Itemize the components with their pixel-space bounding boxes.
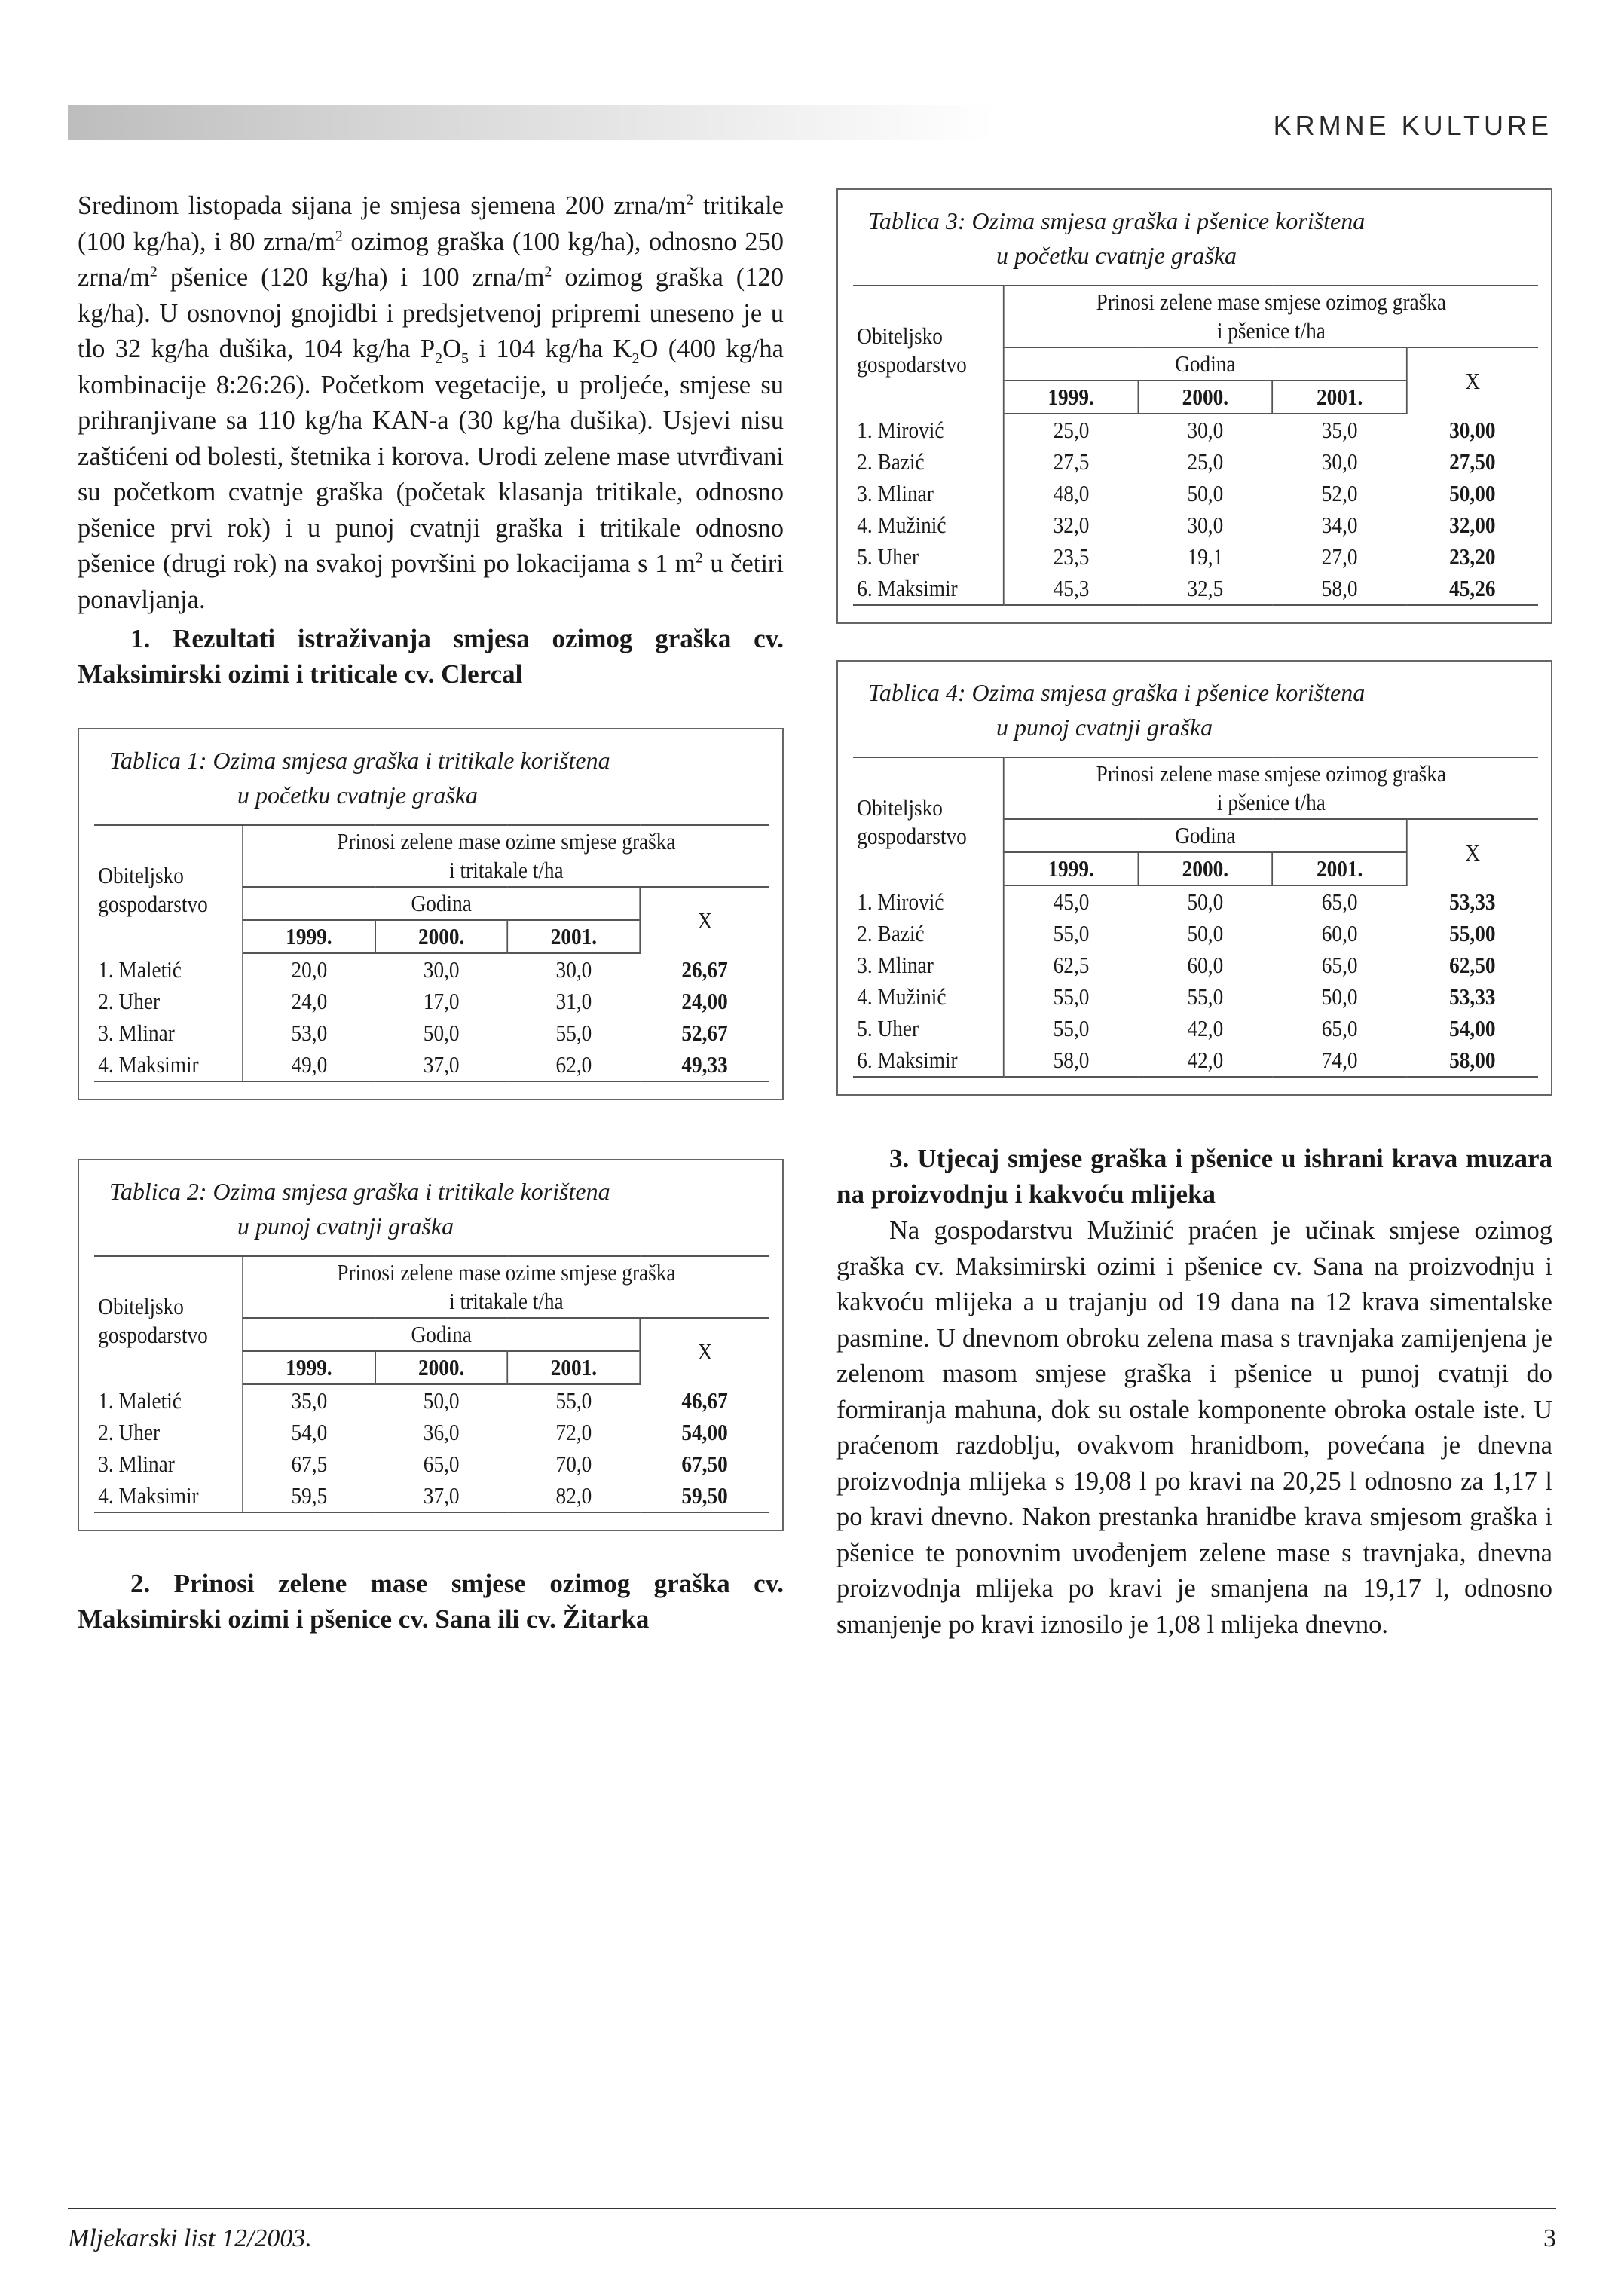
- table-row: [853, 949, 1538, 981]
- yield-header: Prinosi zelene mase smjese ozimog graška i pšenice t/ha: [1004, 757, 1538, 819]
- data-table: [853, 285, 1538, 606]
- section-title: KRMNE KULTURE: [1273, 110, 1552, 141]
- value-2000: 25,0: [1187, 448, 1224, 475]
- value-2000: 50,0: [1187, 920, 1224, 946]
- table-caption: Tablica 3: Ozima smjesa graška i pšenice korištena u početku cvatnje graška: [868, 207, 1366, 269]
- year-cell: 2000.: [1138, 852, 1272, 885]
- farm-cell: 6. Maksimir: [853, 573, 1004, 605]
- value-2001: 82,0: [508, 1480, 641, 1512]
- farm-cell: 5. Uher: [853, 1013, 1004, 1044]
- table-caption: Tablica 2: Ozima smjesa graška i tritikale korištena u punoj cvatnji graška: [109, 1178, 610, 1240]
- table-row: [853, 446, 1538, 478]
- table-row: [853, 981, 1538, 1013]
- mean-cell: 50,00: [1449, 480, 1496, 506]
- farm-cell: 3. Mlinar: [94, 1017, 243, 1049]
- table-row: [853, 918, 1538, 949]
- value-2001: 35,0: [1321, 417, 1358, 443]
- mean-cell: 26,67: [681, 955, 728, 983]
- value-1999: 58,0: [1004, 1044, 1138, 1077]
- value-2001: 60,0: [1321, 920, 1358, 946]
- table-row: [94, 1384, 769, 1417]
- heading-2: 2. Prinosi zelene mase smjese ozimog graška cv. Maksimirski ozimi i pšenice cv. Sana ili cv. Žitarka: [78, 1569, 784, 1634]
- year-cell: 2000.: [1138, 381, 1272, 414]
- value-2000: 42,0: [1187, 1015, 1224, 1041]
- year-header: Godina: [1004, 347, 1407, 381]
- table-3: [836, 188, 1552, 624]
- page-footer: [68, 2208, 1556, 2252]
- value-2000: 17,0: [423, 988, 460, 1014]
- year-cell: 1999.: [1004, 852, 1138, 885]
- value-1999: 67,5: [291, 1451, 328, 1477]
- value-2000: 32,5: [1138, 573, 1272, 605]
- section-3-paragraph: Na gospodarstvu Mužinić praćen je učinak smjese ozimog graška cv. Maksimirski ozimi i pšenice cv. Sana na proizvodnju i kakvoću mlijeka a u trajanju od 19 dana na 12 krava simentalske pasmine. U dnevnom obroku zelena masa s travnjaka zamijenjena je zelenom masom smjese graška i pšenice u punoj cvatnji do formiranja mahuna, dok su ostale komponente obroka ostale iste. U praćenom razdoblju, ovakvom hranidbom, povećana je dnevna proizvodnja mlijeka s 19,08 l po kravi na 20,25 l odnosno za 1,17 l po kravi dnevno. Nakon prestanka hranidbe krava smjesom graška i pšenice te ponovnim uvođenjem zelene mase s travnjaka, dnevna proizvodnja mlijeka po kravi je smanjena na 19,17 l, odnosno smanjenje po kravi iznosilo je 1,08 l mlijeka dnevno.: [836, 1216, 1552, 1639]
- mean-header: X: [1407, 347, 1538, 414]
- mean-cell: 46,67: [681, 1387, 728, 1414]
- farm-cell: 1. Maletić: [94, 1384, 243, 1417]
- mean-cell: 32,00: [1449, 512, 1496, 538]
- table-row: [94, 953, 769, 986]
- farm-cell: 4. Maksimir: [94, 1049, 243, 1081]
- value-2001: 30,0: [1321, 448, 1358, 475]
- data-table: [853, 757, 1538, 1078]
- farm-header: Obiteljsko gospodarstvo: [94, 825, 243, 953]
- heading-1: 1. Rezultati istraživanja smjesa ozimog graška cv. Maksimirski ozimi i triticale cv. Clercal: [78, 624, 784, 689]
- value-2001: 52,0: [1321, 480, 1358, 506]
- farm-cell: 6. Maksimir: [853, 1044, 1004, 1077]
- value-1999: 35,0: [291, 1387, 328, 1414]
- journal-name: Mljekarski list 12/2003.: [68, 2224, 312, 2252]
- year-cell: 2001.: [1273, 852, 1407, 885]
- table-caption: Tablica 1: Ozima smjesa graška i tritikale korištena u početku cvatnje graška: [109, 747, 610, 809]
- value-2001: 65,0: [1321, 952, 1358, 978]
- table-row: [853, 1044, 1538, 1077]
- farm-header: Obiteljsko gospodarstvo: [853, 757, 1004, 885]
- value-1999: 45,3: [1004, 573, 1138, 605]
- value-1999: 48,0: [1053, 480, 1090, 506]
- mean-cell: 54,00: [1449, 1015, 1496, 1041]
- mean-cell: 23,20: [1449, 543, 1496, 570]
- farm-cell: 1. Mirović: [853, 885, 1004, 918]
- farm-cell: 3. Mlinar: [853, 949, 1004, 981]
- value-1999: 53,0: [291, 1020, 328, 1046]
- year-header: Godina: [1004, 819, 1407, 852]
- data-table: [94, 824, 769, 1082]
- mean-header: X: [640, 1318, 769, 1384]
- farm-cell: 1. Mirović: [853, 414, 1004, 446]
- table-caption: Tablica 4: Ozima smjesa graška i pšenice korištena u punoj cvatnji graška: [868, 679, 1366, 741]
- yield-header: Prinosi zelene mase ozime smjese graška i tritakale t/ha: [243, 825, 769, 887]
- year-cell: 2000.: [375, 1351, 508, 1384]
- mean-cell: 27,50: [1449, 448, 1496, 475]
- year-header: Godina: [243, 1318, 640, 1351]
- right-column: [836, 188, 1552, 1643]
- table-row: [94, 1480, 769, 1512]
- mean-cell: 67,50: [681, 1451, 728, 1477]
- table-row: [853, 509, 1538, 541]
- value-2000: 30,0: [423, 956, 460, 983]
- table-row: [94, 1448, 769, 1480]
- value-2000: 50,0: [1187, 480, 1224, 506]
- table-row: [853, 541, 1538, 573]
- mean-cell: 49,33: [640, 1049, 769, 1081]
- value-1999: 45,0: [1053, 888, 1090, 915]
- value-2001: 74,0: [1273, 1044, 1407, 1077]
- value-2000: 37,0: [375, 1049, 508, 1081]
- table-row: [94, 1049, 769, 1081]
- year-cell: 2001.: [508, 1351, 641, 1384]
- value-2000: 50,0: [423, 1020, 460, 1046]
- value-2001: 31,0: [555, 988, 592, 1014]
- farm-cell: 4. Mužinić: [853, 981, 1004, 1013]
- value-1999: 55,0: [1053, 920, 1090, 946]
- value-2001: 30,0: [555, 956, 592, 983]
- value-2001: 58,0: [1273, 573, 1407, 605]
- mean-cell: 45,26: [1407, 573, 1538, 605]
- table-row: [94, 986, 769, 1017]
- value-2000: 30,0: [1187, 512, 1224, 538]
- value-2001: 50,0: [1321, 983, 1358, 1010]
- value-1999: 20,0: [291, 956, 328, 983]
- value-2000: 37,0: [375, 1480, 508, 1512]
- farm-cell: 2. Uher: [94, 1417, 243, 1448]
- table-4: [836, 660, 1552, 1096]
- table-row: [853, 478, 1538, 509]
- year-cell: 1999.: [1004, 381, 1138, 414]
- table-row: [853, 885, 1538, 918]
- table-1: [78, 728, 784, 1100]
- mean-cell: 53,33: [1449, 888, 1496, 915]
- value-1999: 23,5: [1053, 543, 1090, 570]
- intro-paragraph: Sredinom listopada sijana je smjesa sjemena 200 zrna/$m^2$ tritikale (100 kg/ha), i 80 zrna/$m^2$ ozimog graška (100 kg/ha), odnosno 250 zrna/$m^2$ pšenice (120 kg/ha) i 100 zrna/$m^2$ ozimog graška (120 kg/ha). U osnovnoj gnojidbi i predsjetvenoj pripremi uneseno je u tlo 32 kg/ha dušika, 104 kg/ha $P_2O_5$ i 104 kg/ha $K_2O$ (400 kg/ha kombinacije 8:26:26). Početkom vegetacije, u proljeće, smjese su prihranjivane sa 110 kg/ha KAN-a (30 kg/ha dušika). Usjevi nisu zaštićeni od bolesti, štetnika i korova. Urodi zelene mase utvrđivani su početkom cvatnje graška (početak klasanja tritikale, odnosno pšenice prvi rok) i u punoj cvatnji graška i tritikale odnosno pšenice (drugi rok) na svakoj površini po lokacijama s 1 $m^2$ u četiri ponavljanja.: [78, 191, 784, 614]
- value-2001: 34,0: [1321, 512, 1358, 538]
- value-1999: 49,0: [243, 1049, 375, 1081]
- farm-cell: 2. Bazić: [853, 918, 1004, 949]
- table-row: [94, 1417, 769, 1448]
- value-2000: 55,0: [1187, 983, 1224, 1010]
- value-2000: 36,0: [423, 1419, 460, 1445]
- mean-cell: 58,00: [1407, 1044, 1538, 1077]
- value-1999: 54,0: [291, 1419, 328, 1445]
- year-cell: 1999.: [243, 1351, 375, 1384]
- farm-cell: 3. Mlinar: [94, 1448, 243, 1480]
- mean-cell: 30,00: [1449, 416, 1496, 443]
- value-2001: 62,0: [508, 1049, 641, 1081]
- value-1999: 59,5: [243, 1480, 375, 1512]
- heading-3: 3. Utjecaj smjese graška i pšenice u ishrani krava muzara na proizvodnju i kakvoću mlijeka: [836, 1144, 1552, 1209]
- value-2001: 70,0: [555, 1451, 592, 1477]
- mean-cell: 59,50: [640, 1480, 769, 1512]
- farm-cell: 2. Bazić: [853, 446, 1004, 478]
- farm-cell: 4. Mužinić: [853, 509, 1004, 541]
- farm-cell: 2. Uher: [94, 986, 243, 1017]
- mean-cell: 52,67: [681, 1020, 728, 1046]
- value-2001: 55,0: [555, 1020, 592, 1046]
- table-row: [94, 1017, 769, 1049]
- value-2001: 65,0: [1321, 888, 1358, 915]
- value-2000: 50,0: [423, 1387, 460, 1414]
- value-2001: 72,0: [555, 1419, 592, 1445]
- value-1999: 55,0: [1053, 983, 1090, 1010]
- year-cell: 2001.: [508, 920, 641, 953]
- value-1999: 55,0: [1053, 1015, 1090, 1041]
- value-1999: 32,0: [1053, 512, 1090, 538]
- mean-cell: 55,00: [1449, 920, 1496, 946]
- header-bar: [68, 105, 995, 140]
- page-number: 3: [1543, 2224, 1556, 2252]
- value-2000: 60,0: [1187, 952, 1224, 978]
- value-2000: 42,0: [1138, 1044, 1272, 1077]
- table-row: [853, 414, 1538, 446]
- yield-header: Prinosi zelene mase smjese ozimog graška i pšenice t/ha: [1004, 286, 1538, 347]
- mean-cell: 62,50: [1449, 952, 1496, 978]
- mean-cell: 53,33: [1449, 983, 1496, 1010]
- mean-cell: 24,00: [681, 988, 728, 1014]
- year-header: Godina: [243, 887, 640, 920]
- mean-cell: 54,00: [681, 1419, 728, 1445]
- table-row: [853, 1013, 1538, 1044]
- mean-header: X: [640, 887, 769, 953]
- value-2000: 30,0: [1187, 417, 1224, 443]
- value-2000: 50,0: [1187, 888, 1224, 915]
- mean-header: X: [1407, 819, 1538, 885]
- value-2001: 65,0: [1321, 1015, 1358, 1041]
- farm-cell: 5. Uher: [853, 541, 1004, 573]
- value-1999: 27,5: [1053, 448, 1090, 475]
- value-2001: 55,0: [555, 1387, 592, 1414]
- farm-header: Obiteljsko gospodarstvo: [94, 1256, 243, 1384]
- value-1999: 25,0: [1053, 417, 1090, 443]
- value-2000: 65,0: [423, 1451, 460, 1477]
- table-row: [853, 573, 1538, 605]
- farm-cell: 4. Maksimir: [94, 1480, 243, 1512]
- value-2001: 27,0: [1321, 543, 1358, 570]
- year-cell: 1999.: [243, 920, 375, 953]
- data-table: [94, 1255, 769, 1513]
- value-2000: 19,1: [1187, 543, 1224, 570]
- left-column: [78, 188, 784, 1637]
- table-2: [78, 1159, 784, 1531]
- year-cell: 2001.: [1273, 381, 1407, 414]
- yield-header: Prinosi zelene mase ozime smjese graška i tritakale t/ha: [243, 1256, 769, 1318]
- farm-cell: 1. Maletić: [94, 953, 243, 986]
- value-1999: 24,0: [291, 988, 328, 1014]
- year-cell: 2000.: [375, 920, 508, 953]
- farm-cell: 3. Mlinar: [853, 478, 1004, 509]
- value-1999: 62,5: [1053, 952, 1090, 978]
- farm-header: Obiteljsko gospodarstvo: [853, 286, 1004, 414]
